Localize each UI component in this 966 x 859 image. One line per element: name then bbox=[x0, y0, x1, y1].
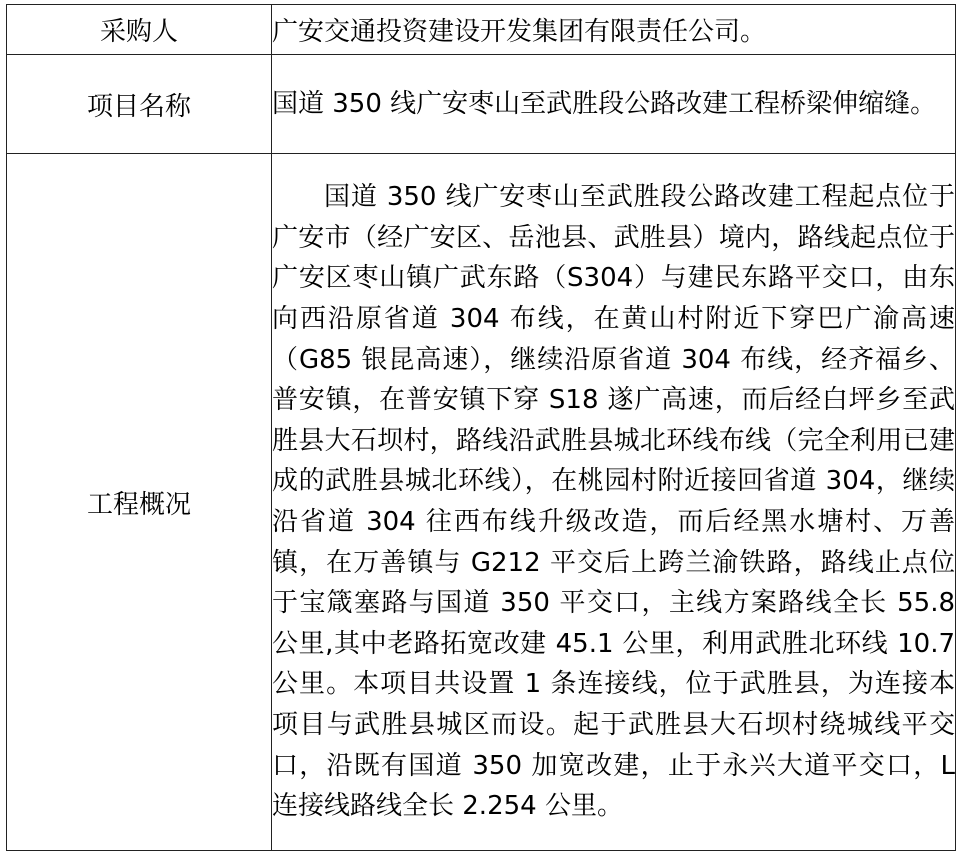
overview-text: 国道 350 线广安枣山至武胜段公路改建工程起点位于广安市（经广安区、岳池县、武胜县）境内，路线起点位于广安区枣山镇广武东路（S304）与建民东路平交口，由东向西沿原省道 304 布线，在黄山村附近下穿巴广渝高速（G85 银昆高速），继续沿原省道 304 布线，经齐福乡、普安镇，在普安镇下穿 S18 遂广高速，而后经白坪乡至武胜县大石坝村，路线沿武胜县城北环线布线（完全利用已建成的武胜县城北环线），在桃园村附近接回省道 304，继续沿省道 304 往西布线升级改造，而后经黑水塘村、万善镇，在万善镇与 G212 平交后上跨兰渝铁路，路线止点位于宝箴塞路与国道 350 平交口，主线方案路线全长 55.8 公里,其中老路拓宽改建 45.1 公里，利用武胜北环线 10.7 公里。本项目共设置 1 条连接线，位于武胜县，为连接本项目与武胜县城区而设。起于武胜县大石坝村绕城线平交口，沿既有国道 350 加宽改建，止于永兴大道平交口，L 连接线路线全长 2.254 公里。 bbox=[272, 182, 955, 822]
table-row-purchaser bbox=[7, 5, 956, 55]
project-name-value: 国道 350 线广安枣山至武胜段公路改建工程桥梁伸缩缝。 bbox=[272, 55, 956, 154]
purchaser-label: 采购人 bbox=[7, 5, 272, 55]
table-row-project-name bbox=[7, 55, 956, 154]
overview-label: 工程概况 bbox=[7, 154, 272, 851]
overview-cell bbox=[272, 154, 956, 851]
project-info-table bbox=[6, 4, 956, 851]
purchaser-value: 广安交通投资建设开发集团有限责任公司。 bbox=[272, 5, 956, 55]
project-name-label: 项目名称 bbox=[7, 55, 272, 154]
table-row-overview bbox=[7, 154, 956, 851]
